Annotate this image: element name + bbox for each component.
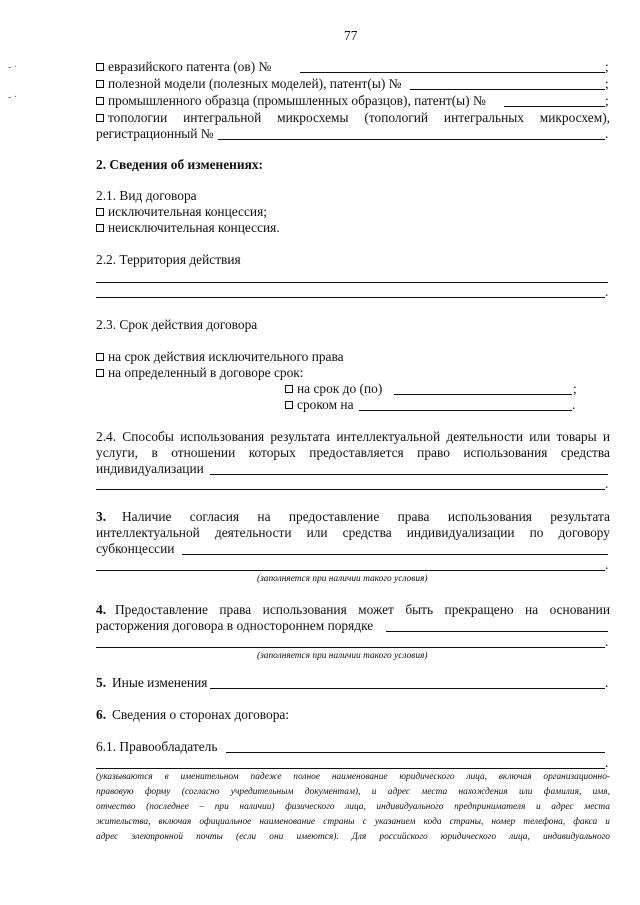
period: . xyxy=(605,634,609,649)
section-5-title: Иные изменения xyxy=(112,675,208,690)
semicolon: ; xyxy=(573,381,577,396)
fill-line-eurasian[interactable] xyxy=(300,72,605,73)
period: . xyxy=(605,284,609,299)
section-6-number: 6. xyxy=(96,707,107,722)
fill-line-territory[interactable] xyxy=(96,282,608,283)
section-3-number: 3. xyxy=(96,509,107,524)
option-utility-model xyxy=(96,76,401,92)
checkbox-utility[interactable] xyxy=(96,80,104,88)
fill-line-sublicense[interactable] xyxy=(96,570,605,571)
checkbox-industrial[interactable] xyxy=(96,97,104,105)
section-2-1-title: 2.1. Вид договора xyxy=(96,188,197,203)
option-nonexclusive xyxy=(96,220,280,236)
hint-rightholder-line: адрес электронной почты (если они имеются). Для российского юридического лица, индивидуального xyxy=(96,832,610,842)
option-label: неисключительная концессия. xyxy=(108,220,280,235)
margin-mark: - · xyxy=(8,62,18,73)
checkbox-term-defined[interactable] xyxy=(96,369,104,377)
section-3-line2: интеллектуальной деятельности или средства индивидуализации по договору xyxy=(96,525,610,540)
option-label: сроком на xyxy=(297,397,354,412)
fill-line-usage[interactable] xyxy=(210,474,608,475)
checkbox-exclusive[interactable] xyxy=(96,208,104,216)
checkbox-topology[interactable] xyxy=(96,114,104,122)
option-exclusive xyxy=(96,204,267,220)
section-6-title: Сведения о сторонах договора: xyxy=(112,707,290,722)
option-duration xyxy=(285,397,354,413)
fill-line-termination[interactable] xyxy=(386,631,608,632)
option-label: исключительная концессия; xyxy=(108,204,267,219)
section-4-number: 4. xyxy=(96,602,107,617)
checkbox-until-date[interactable] xyxy=(285,385,293,393)
option-term-exclusive-right xyxy=(96,349,344,365)
section-2-3-title: 2.3. Срок действия договора xyxy=(96,317,258,332)
section-2-2-title: 2.2. Территория действия xyxy=(96,252,241,267)
fill-line-duration[interactable] xyxy=(359,410,572,411)
section-5-number: 5. xyxy=(96,675,107,690)
checkbox-term-right[interactable] xyxy=(96,353,104,361)
option-label: топологии интегральной микросхемы (топологий интегральных микросхем), xyxy=(108,110,610,125)
fill-line-utility[interactable] xyxy=(410,89,605,90)
option-label: полезной модели (полезных моделей), патент(ы) № xyxy=(108,76,402,91)
option-term-defined xyxy=(96,365,304,381)
period: . xyxy=(605,476,609,491)
checkbox-nonexclusive[interactable] xyxy=(96,224,104,232)
section-2-4-line2: услуги, в отношении которых предоставляется право использования средства xyxy=(96,445,610,460)
semicolon: ; xyxy=(605,76,609,91)
fill-line-other-changes[interactable] xyxy=(210,688,605,689)
option-label: промышленного образца (промышленных образцов), патент(ы) № xyxy=(108,93,486,108)
period: . xyxy=(605,675,609,690)
option-label: на определенный в договоре срок: xyxy=(108,365,304,380)
semicolon: ; xyxy=(605,93,609,108)
page-number: 77 xyxy=(344,28,358,43)
hint-conditional: (заполняется при наличии такого условия) xyxy=(257,651,428,661)
section-4-line2: расторжения договора в одностороннем порядке xyxy=(96,618,374,633)
fill-line-industrial[interactable] xyxy=(504,106,605,107)
fill-line-rightholder[interactable] xyxy=(226,752,605,753)
option-label: на срок до (по) xyxy=(297,381,383,396)
checkbox-eurasian[interactable] xyxy=(96,63,104,71)
hint-rightholder-line: (указываются в именительном падеже полное наименование юридического лица, включая организационно- xyxy=(96,772,610,782)
section-2-4-line1: 2.4. Способы использования результата интеллектуальной деятельности или товары и xyxy=(96,429,610,444)
fill-line-usage[interactable] xyxy=(96,489,605,490)
semicolon: ; xyxy=(605,59,609,74)
fill-line-termination[interactable] xyxy=(96,647,605,648)
fill-line-territory[interactable] xyxy=(96,297,605,298)
option-industrial-design xyxy=(96,93,486,109)
option-until-date xyxy=(285,381,382,397)
hint-rightholder-line: отчество (последнее – при наличии) физического лица, индивидуального предпринимателя и адрес места xyxy=(96,802,610,812)
fill-line-until-date[interactable] xyxy=(394,394,572,395)
option-eurasian-patent xyxy=(96,59,271,75)
hint-rightholder-line: правовую форму (согласно учредительным документам), и адрес места нахождения или фамилия, имя, xyxy=(96,787,610,797)
checkbox-duration[interactable] xyxy=(285,401,293,409)
option-label: евразийского патента (ов) № xyxy=(108,59,272,74)
fill-line-sublicense[interactable] xyxy=(182,554,608,555)
period: . xyxy=(605,126,609,141)
option-label: на срок действия исключительного права xyxy=(108,349,344,364)
fill-line-registration[interactable] xyxy=(218,139,605,140)
registration-label: регистрационный № xyxy=(96,126,214,141)
period: . xyxy=(572,397,576,412)
hint-rightholder-line: жительства, включая официальное наименование страны с указанием кода страны, номер телефона, факса и xyxy=(96,817,610,827)
section-2-4-line3: индивидуализации xyxy=(96,461,204,476)
section-6-1-title: 6.1. Правообладатель xyxy=(96,739,218,754)
hint-conditional: (заполняется при наличии такого условия) xyxy=(257,574,428,584)
period: . xyxy=(605,755,609,770)
option-topology xyxy=(96,110,610,126)
section-3-line1: Наличие согласия на предоставление права использования результата xyxy=(122,509,610,524)
section-3-line3: субконцессии xyxy=(96,541,175,556)
fill-line-rightholder[interactable] xyxy=(96,768,605,769)
section-4-line1: Предоставление права использования может быть прекращено на основании xyxy=(115,602,610,617)
period: . xyxy=(605,557,609,572)
section-2-title: 2. Сведения об изменениях: xyxy=(96,157,263,172)
margin-mark: - · xyxy=(8,92,18,103)
